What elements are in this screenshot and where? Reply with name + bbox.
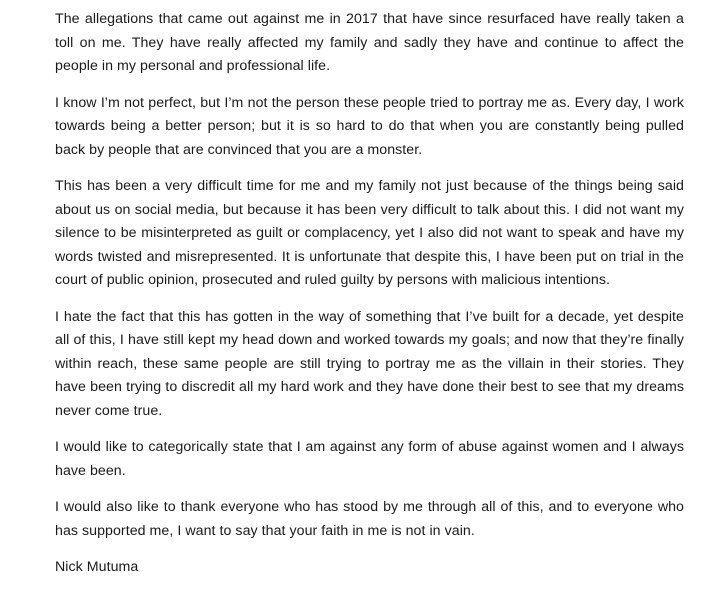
signature-name: Nick Mutuma	[55, 559, 139, 575]
paragraph-2: I know I’m not perfect, but I’m not the person these people tried to portray me as. Every day, I work towards being a better person; but it is so hard to do that when you are constantly being pulled back by people that are convinced that you are a monster.	[55, 94, 684, 158]
paragraph-3: This has been a very difficult time for me and my family not just because of the things being said about us on social media, but because it has been very difficult to talk about this. I did not want my silence to be misinterpreted as guilt or complacency, yet I also did not want to speak and have my words twisted and misrepresented. It is unfortunate that despite this, I have been put on trial in the court of public opinion, prosecuted and ruled guilty by persons with malicious intentions.	[55, 178, 684, 288]
paragraph-1: The allegations that came out against me in 2017 that have since resurfaced have really taken a toll on me. They have really affected my family and sadly they have and continue to affect the people in my personal and professional life.	[55, 11, 684, 74]
paragraph-5: I would like to categorically state that I am against any form of abuse against women and I always have been.	[55, 439, 684, 479]
paragraph-4: I hate the fact that this has gotten in the way of something that I’ve built for a decade, yet despite all of this, I have still kept my head down and worked towards my goals; and now that they’re finally within reach, these same people are still trying to portray me as the villain in their stories. They have been trying to discredit all my hard work and they have done their best to see that my dreams never come true.	[55, 308, 684, 419]
paragraph-6: I would also like to thank everyone who has stood by me through all of this, and to everyone who has supported me, I want to say that your faith in me is not in vain.	[55, 499, 684, 539]
